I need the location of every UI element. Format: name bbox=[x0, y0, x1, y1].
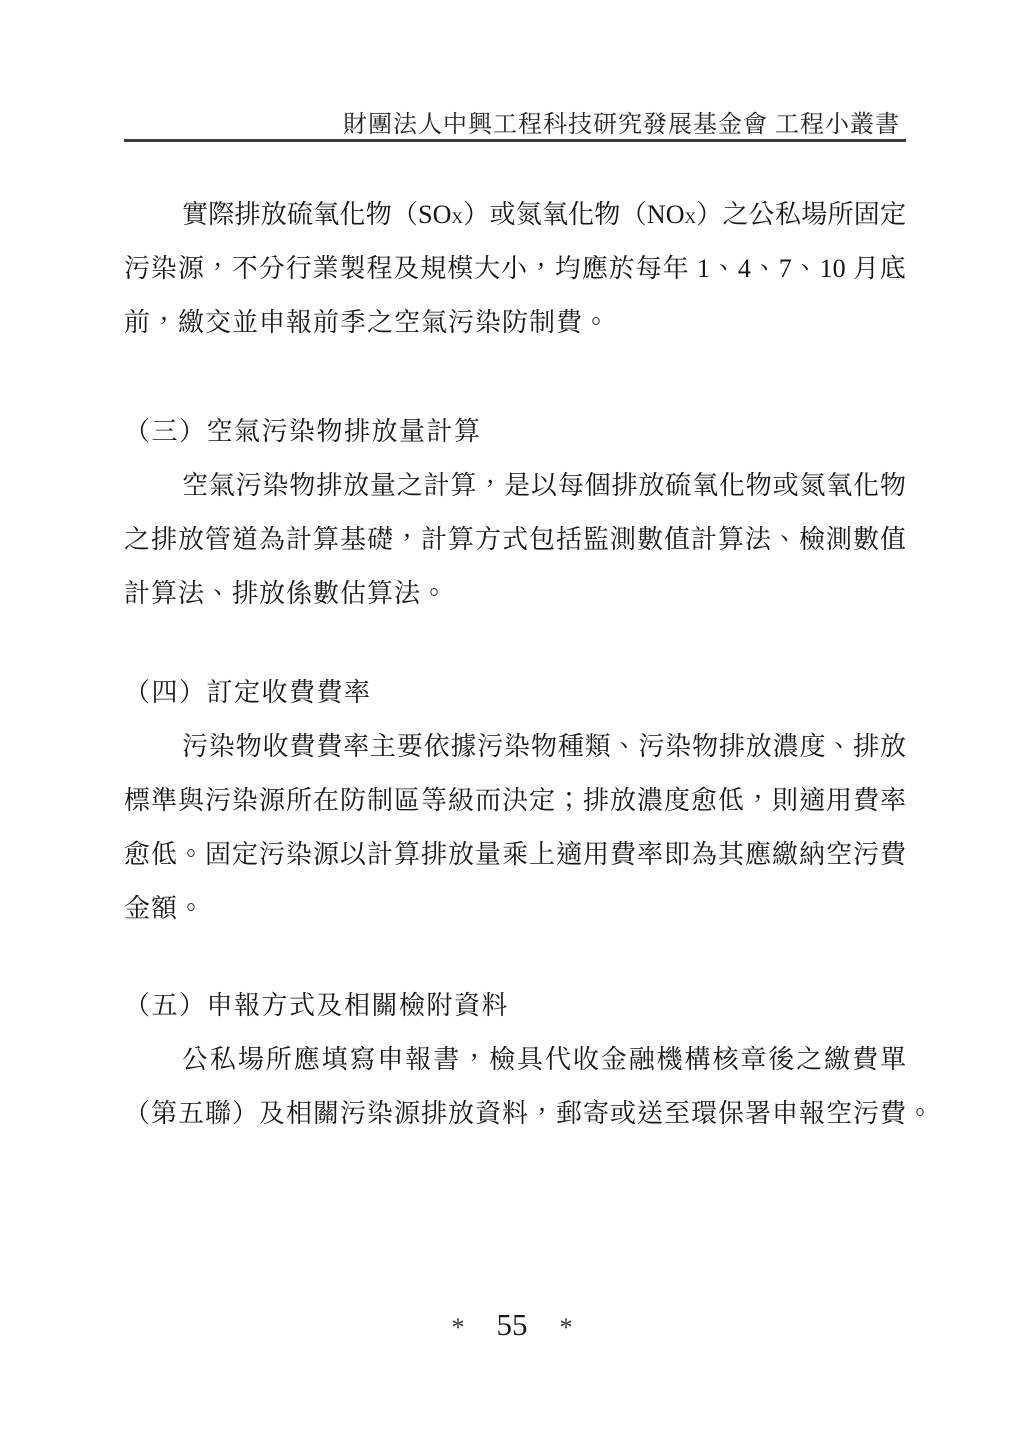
text-line: 公私場所應填寫申報書，檢具代收金融機構核章後之繳費單 bbox=[182, 1045, 906, 1074]
text-line: 標準與污染源所在防制區等級而決定；排放濃度愈低，則適用費率 bbox=[124, 786, 906, 815]
text-line: （第五聯）及相關污染源排放資料，郵寄或送至環保署申報空污費。 bbox=[124, 1099, 935, 1128]
text-segment: ）或氮氧化物（NO bbox=[462, 200, 685, 229]
text-line: 污染源，不分行業製程及規模大小，均應於每年 1、4、7、10 月底 bbox=[124, 254, 906, 283]
section-5-heading: （五）申報方式及相關檢附資料 bbox=[124, 991, 510, 1020]
subscript-x: X bbox=[684, 210, 697, 227]
text-line: 之排放管道為計算基礎，計算方式包括監測數值計算法、檢測數值 bbox=[124, 525, 906, 554]
header-rule bbox=[124, 139, 906, 142]
text-line: 空氣污染物排放量之計算，是以每個排放硫氧化物或氮氧化物 bbox=[182, 471, 906, 500]
text-line: 計算法、排放係數估算法。 bbox=[124, 579, 449, 608]
paragraph-intro bbox=[124, 188, 906, 350]
document-body bbox=[124, 188, 935, 1141]
page-footer bbox=[0, 1306, 1024, 1343]
page-number: 55 bbox=[496, 1307, 528, 1342]
page-header-title: 財團法人中興工程科技研究發展基金會 工程小叢書 bbox=[343, 112, 900, 138]
text-segment: ）之公私場所固定 bbox=[696, 200, 906, 229]
footer-star-right: * bbox=[559, 1313, 573, 1342]
text-line: 金額。 bbox=[124, 894, 206, 923]
subscript-x: X bbox=[451, 210, 463, 227]
text-line bbox=[124, 188, 906, 242]
text-line: 愈低。固定污染源以計算排放量乘上適用費率即為其應繳納空污費 bbox=[124, 840, 906, 869]
text-segment: 實際排放硫氧化物（SO bbox=[182, 200, 452, 229]
section-3-heading: （三）空氣污染物排放量計算 bbox=[124, 417, 482, 446]
text-line: 污染物收費費率主要依據污染物種類、污染物排放濃度、排放 bbox=[182, 732, 906, 761]
section-3 bbox=[124, 405, 906, 621]
section-5 bbox=[124, 979, 935, 1141]
text-line: 前，繳交並申報前季之空氣污染防制費。 bbox=[124, 308, 611, 337]
footer-star-left: * bbox=[451, 1313, 465, 1342]
section-4-heading: （四）訂定收費費率 bbox=[124, 678, 372, 707]
section-4 bbox=[124, 666, 906, 936]
